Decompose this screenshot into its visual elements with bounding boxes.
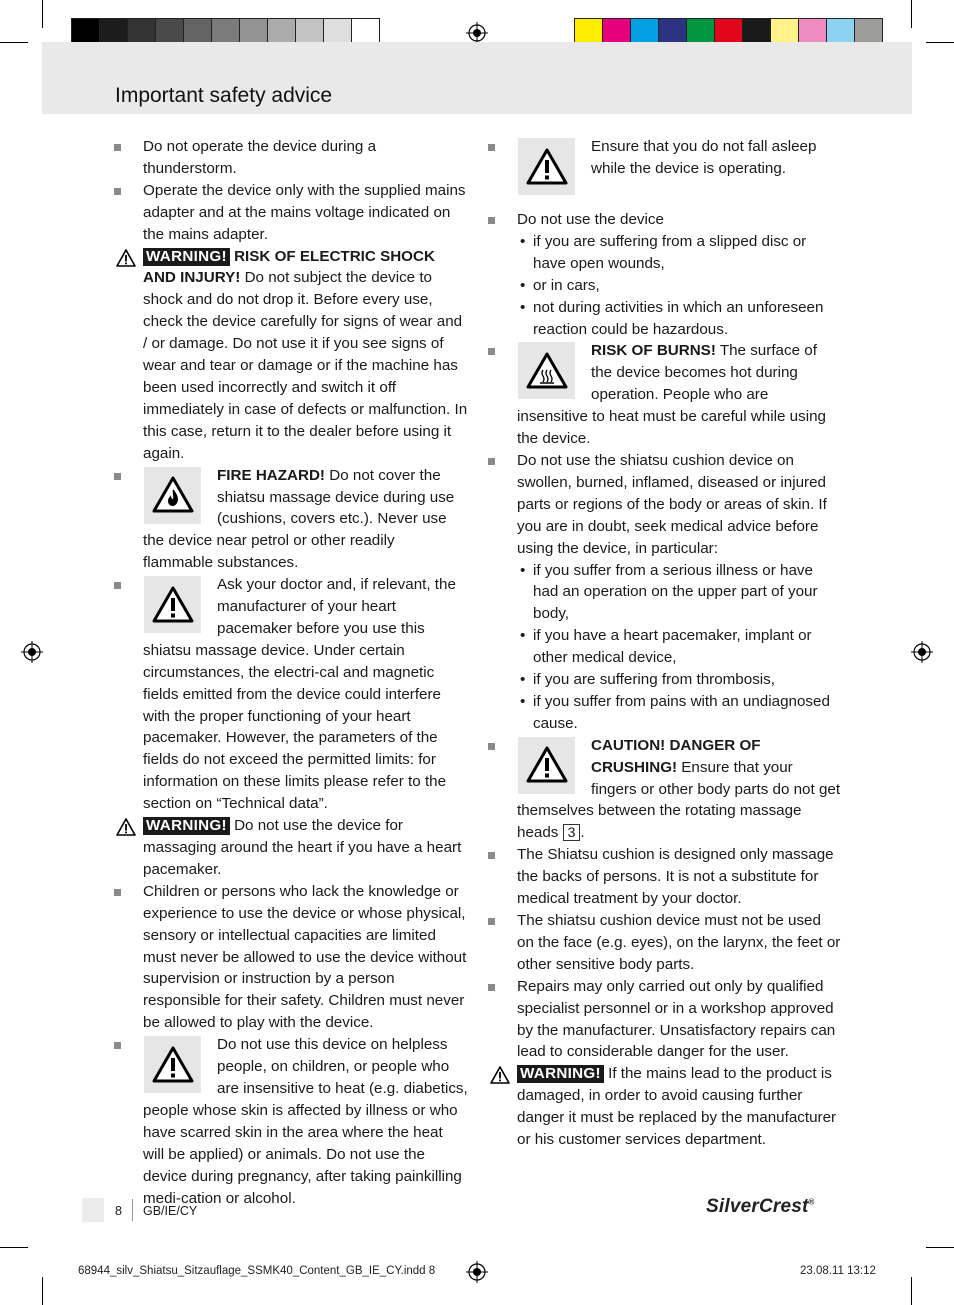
burns-item — [517, 340, 842, 450]
asleep-text: Ensure that you do not fall asleep while the device is operating. — [591, 138, 817, 177]
footer-divider — [132, 1199, 133, 1221]
warning-icon-box — [518, 737, 575, 794]
sub-item: • if you suffer from pains with an undiagnosed cause. — [517, 691, 842, 735]
right-column — [517, 136, 842, 1151]
page-title: Important safety advice — [115, 84, 333, 107]
list-item — [517, 844, 842, 910]
reference-number: 3 — [563, 824, 581, 841]
registration-mark-icon — [911, 641, 933, 663]
burns-text: The surface of the device becomes hot during operation. People who are insensitive to heat must be careful while using the device. — [517, 342, 826, 448]
warning-icon-box — [144, 1036, 201, 1093]
registration-mark-icon — [466, 22, 488, 44]
warning-heading: RISK OF ELECTRIC SHOCK AND INJURY! — [143, 247, 435, 287]
crop-mark — [0, 1247, 28, 1248]
fire-warning-icon — [152, 476, 194, 514]
exclamation-warning-icon — [526, 746, 568, 784]
warning-label: WARNING! — [143, 248, 230, 266]
do-not-use-item — [517, 209, 842, 340]
crushing-end: . — [580, 824, 585, 842]
fire-hazard-text: Do not cover the shiatsu massage device during use (cushions, covers etc.). Never use the device near petrol or other readily flammable substances. — [143, 466, 455, 572]
crushing-item — [517, 735, 842, 845]
list-item — [517, 910, 842, 976]
list-item — [517, 976, 842, 1064]
bullet-square-icon — [114, 582, 121, 589]
warning-label: WARNING! — [143, 817, 230, 835]
registered-mark: ® — [808, 1197, 815, 1207]
bullet-square-icon — [488, 348, 495, 355]
list-item — [143, 180, 468, 246]
warning-item — [143, 246, 468, 465]
bullet-square-icon — [488, 984, 495, 991]
sub-item: • not during activities in which an unforeseen reaction could be hazardous. — [517, 297, 842, 341]
item-text: The shiatsu cushion device must not be used on the face (e.g. eyes), on the larynx, the feet or other sensitive body parts. — [517, 912, 841, 973]
warning-icon-box — [518, 138, 575, 195]
warning-label: WARNING! — [517, 1065, 604, 1083]
item-text: Children or persons who lack the knowledge or experience to use the device or whose physical, sensory or intellectual capacities are limited must never be allowed to use the device without supervision or instruction by a person responsible for their safety. Children must never be allowed to play with the device. — [143, 882, 467, 1032]
warning-text: Do not subject the device to shock and do not drop it. Before every use, check the device carefully for signs of wear and / or damage. Do not use it if you see signs of wear and tear or damage or if the machine has been used incorrectly and switch it off immediately in case of defects or malfunction. In this case, return it to the dealer before using it again. — [143, 269, 468, 462]
left-column — [143, 136, 468, 1209]
exclamation-warning-icon — [526, 148, 568, 186]
swollen-item — [517, 450, 842, 735]
registration-mark-icon — [466, 1261, 488, 1283]
warning-triangle-icon — [490, 1066, 510, 1084]
fire-hazard-heading: FIRE HAZARD! — [217, 466, 325, 484]
bullet-square-icon — [488, 144, 495, 151]
bullet-square-icon — [114, 144, 121, 151]
crushing-heading: CAUTION! DANGER OF CRUSHING! — [591, 736, 761, 776]
crop-mark — [911, 0, 912, 28]
item-text: The Shiatsu cushion is designed only massage the backs of persons. It is not a substitute for medical treatment by your doctor. — [517, 846, 834, 908]
warning-item — [143, 815, 468, 881]
bullet-square-icon — [488, 743, 495, 750]
pacemaker-text: Ask your doctor and, if relevant, the manufacturer of your heart pacemaker before you use this shiatsu massage device. Under certain circumstances, the electri-cal and magnetic fields emitted from the device could interfere with the proper functioning of your heart pacemaker. However, the parameters of the fields do not exceed the permitted limits: for information on these limits please refer to the section on “Technical data”. — [143, 576, 456, 813]
swollen-text: Do not use the shiatsu cushion device on swollen, burned, inflamed, diseased or injured parts or regions of the body or areas of skin. If you are in doubt, seek medical advice before using the device, in particular: — [517, 451, 827, 557]
brand-name: SilverCrest — [706, 1196, 809, 1217]
crop-mark — [0, 42, 28, 43]
crop-mark — [926, 1247, 954, 1248]
hot-surface-icon-box — [518, 342, 575, 399]
crop-mark — [42, 1277, 43, 1305]
crop-mark — [911, 1277, 912, 1305]
warning-triangle-icon — [116, 818, 136, 836]
fire-hazard-item — [143, 465, 468, 575]
helpless-text: Do not use this device on helpless people, on children, or people who are insensitive to heat (e.g. diabetics, people whose skin is affected by illness or who have scarred skin in the area where the heat will be applied) or animals. Do not use the device during pregnancy, after taking painkilling medi-cation or alcohol. — [143, 1036, 468, 1207]
burns-heading: RISK OF BURNS! — [591, 342, 716, 360]
crop-mark — [42, 0, 43, 28]
warning-text: If the mains lead to the product is damaged, in order to avoid causing further danger it must be replaced by the manufacturer or his customer services department. — [517, 1065, 837, 1149]
list-item — [143, 881, 468, 1034]
crop-mark — [926, 42, 954, 43]
sub-item: • or in cars, — [517, 275, 842, 297]
crushing-text: Ensure that your fingers or other body parts do not get themselves between the rotating massage heads — [517, 758, 841, 842]
registration-mark-icon — [21, 641, 43, 663]
sub-item: • if you are suffering from thrombosis, — [517, 669, 842, 691]
warning-icon-box — [144, 576, 201, 633]
exclamation-warning-icon — [152, 586, 194, 624]
bullet-square-icon — [488, 852, 495, 859]
page-number: 8 — [115, 1204, 122, 1218]
warning-item — [517, 1063, 842, 1151]
slug-filename: 68944_silv_Shiatsu_Sitzauflage_SSMK40_Content_GB_IE_CY.indd 8 — [78, 1265, 436, 1277]
asleep-item — [517, 136, 842, 199]
footer-tab — [82, 1198, 104, 1222]
exclamation-warning-icon — [152, 1046, 194, 1084]
pacemaker-item — [143, 574, 468, 815]
item-text: Do not operate the device during a thunderstorm. — [143, 138, 377, 177]
bullet-square-icon — [114, 473, 121, 480]
warning-triangle-icon — [116, 249, 136, 267]
brand-logo — [706, 1196, 815, 1218]
item-text: Repairs may only carried out only by qualified specialist personnel or in a workshop approved by the manufacturer. Unsatisfactory repairs can lead to considerable danger for the user. — [517, 977, 836, 1061]
bullet-square-icon — [114, 889, 121, 896]
hot-surface-warning-icon — [526, 352, 568, 390]
helpless-item — [143, 1034, 468, 1209]
bullet-square-icon — [114, 1042, 121, 1049]
item-text: Operate the device only with the supplied mains adapter and at the mains voltage indicated on the mains adapter. — [143, 181, 466, 243]
bullet-square-icon — [488, 458, 495, 465]
sub-item: • if you have a heart pacemaker, implant or other medical device, — [517, 625, 842, 669]
slug-date: 23.08.11 13:12 — [800, 1265, 876, 1277]
bullet-square-icon — [114, 188, 121, 195]
bullet-square-icon — [488, 918, 495, 925]
do-not-use-intro: Do not use the device — [517, 211, 664, 228]
list-item — [143, 136, 468, 180]
sub-item: • if you suffer from a serious illness or have had an operation on the upper part of your body, — [517, 560, 842, 626]
warning-text: Do not use the device for massaging around the heart if you have a heart pacemaker. — [143, 817, 462, 878]
sub-item: • if you are suffering from a slipped disc or have open wounds, — [517, 231, 842, 275]
country-codes: GB/IE/CY — [143, 1204, 198, 1218]
fire-hazard-icon-box — [144, 467, 201, 524]
bullet-square-icon — [488, 217, 495, 224]
